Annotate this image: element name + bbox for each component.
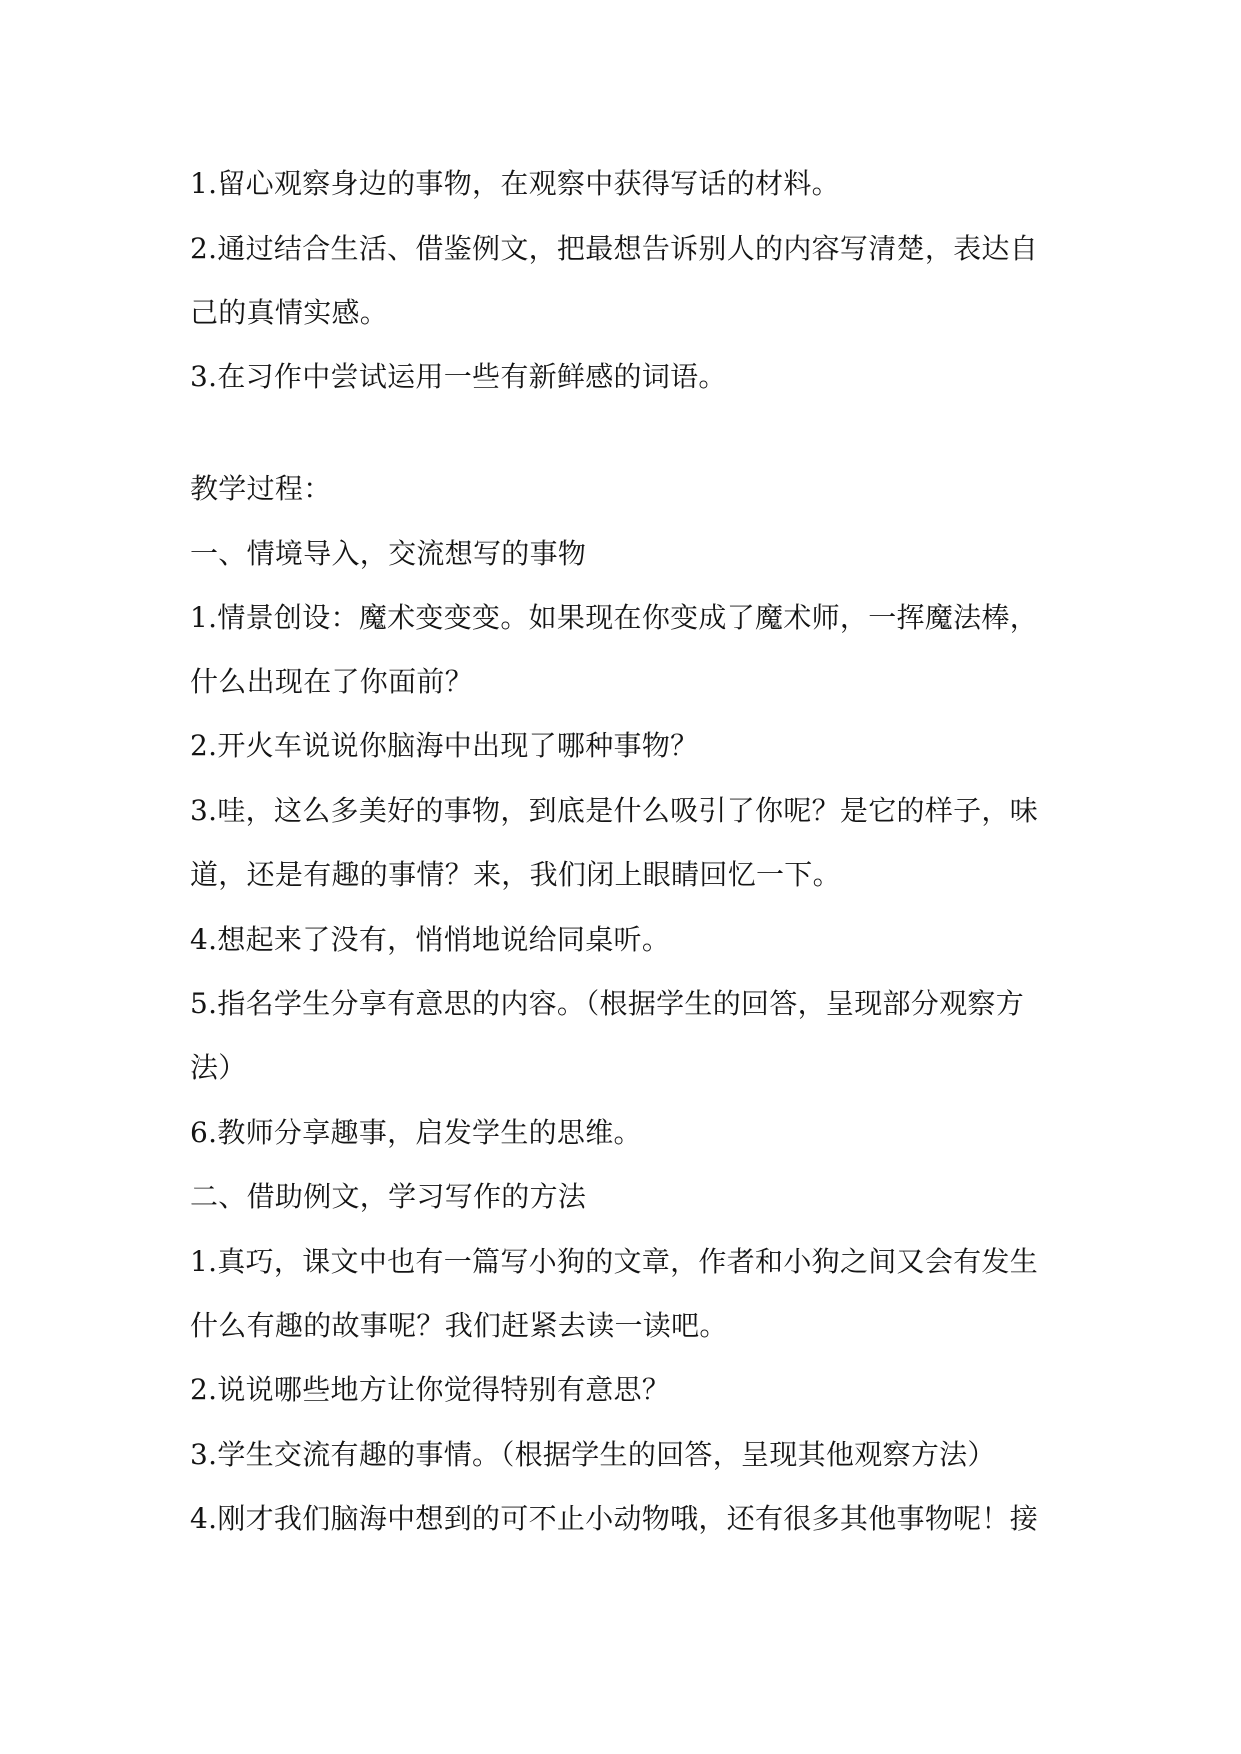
objective-line-1: 1.留心观察身边的事物，在观察中获得写话的材料。 [190, 167, 840, 200]
part-two-step-4: 4.刚才我们脑海中想到的可不止小动物哦，还有很多其他事物呢！接 [190, 1502, 1039, 1535]
objective-line-3: 3.在习作中尝试运用一些有新鲜感的词语。 [190, 360, 727, 393]
part-one-step-3: 3.哇，这么多美好的事物，到底是什么吸引了你呢？是它的样子，味 [190, 794, 1039, 827]
part-one-step-3-continued: 道，还是有趣的事情？来，我们闭上眼睛回忆一下。 [190, 858, 841, 891]
part-two-step-1: 1.真巧，课文中也有一篇写小狗的文章，作者和小狗之间又会有发生 [190, 1245, 1039, 1278]
part-two-step-2: 2.说说哪些地方让你觉得特别有意思？ [190, 1373, 671, 1406]
part-one-step-6: 6.教师分享趣事，启发学生的思维。 [190, 1116, 642, 1149]
objective-line-2-continued: 己的真情实感。 [190, 296, 389, 329]
part-one-heading: 一、情境导入，交流想写的事物 [190, 537, 587, 570]
section-heading-teaching-process: 教学过程： [190, 472, 332, 505]
part-one-step-5-continued: 法） [190, 1051, 247, 1084]
part-two-heading: 二、借助例文，学习写作的方法 [190, 1180, 587, 1213]
part-one-step-4: 4.想起来了没有，悄悄地说给同桌听。 [190, 923, 671, 956]
part-two-step-1-continued: 什么有趣的故事呢？我们赶紧去读一读吧。 [190, 1309, 728, 1342]
part-one-step-1: 1.情景创设：魔术变变变。如果现在你变成了魔术师，一挥魔法棒， [190, 601, 1039, 634]
part-one-step-2: 2.开火车说说你脑海中出现了哪种事物？ [190, 729, 699, 762]
part-one-step-5: 5.指名学生分享有意思的内容。（根据学生的回答，呈现部分观察方 [190, 987, 1025, 1020]
part-two-step-3: 3.学生交流有趣的事情。（根据学生的回答，呈现其他观察方法） [190, 1438, 996, 1471]
objective-line-2: 2.通过结合生活、借鉴例文，把最想告诉别人的内容写清楚，表达自 [190, 232, 1039, 265]
part-one-step-1-continued: 什么出现在了你面前？ [190, 665, 474, 698]
